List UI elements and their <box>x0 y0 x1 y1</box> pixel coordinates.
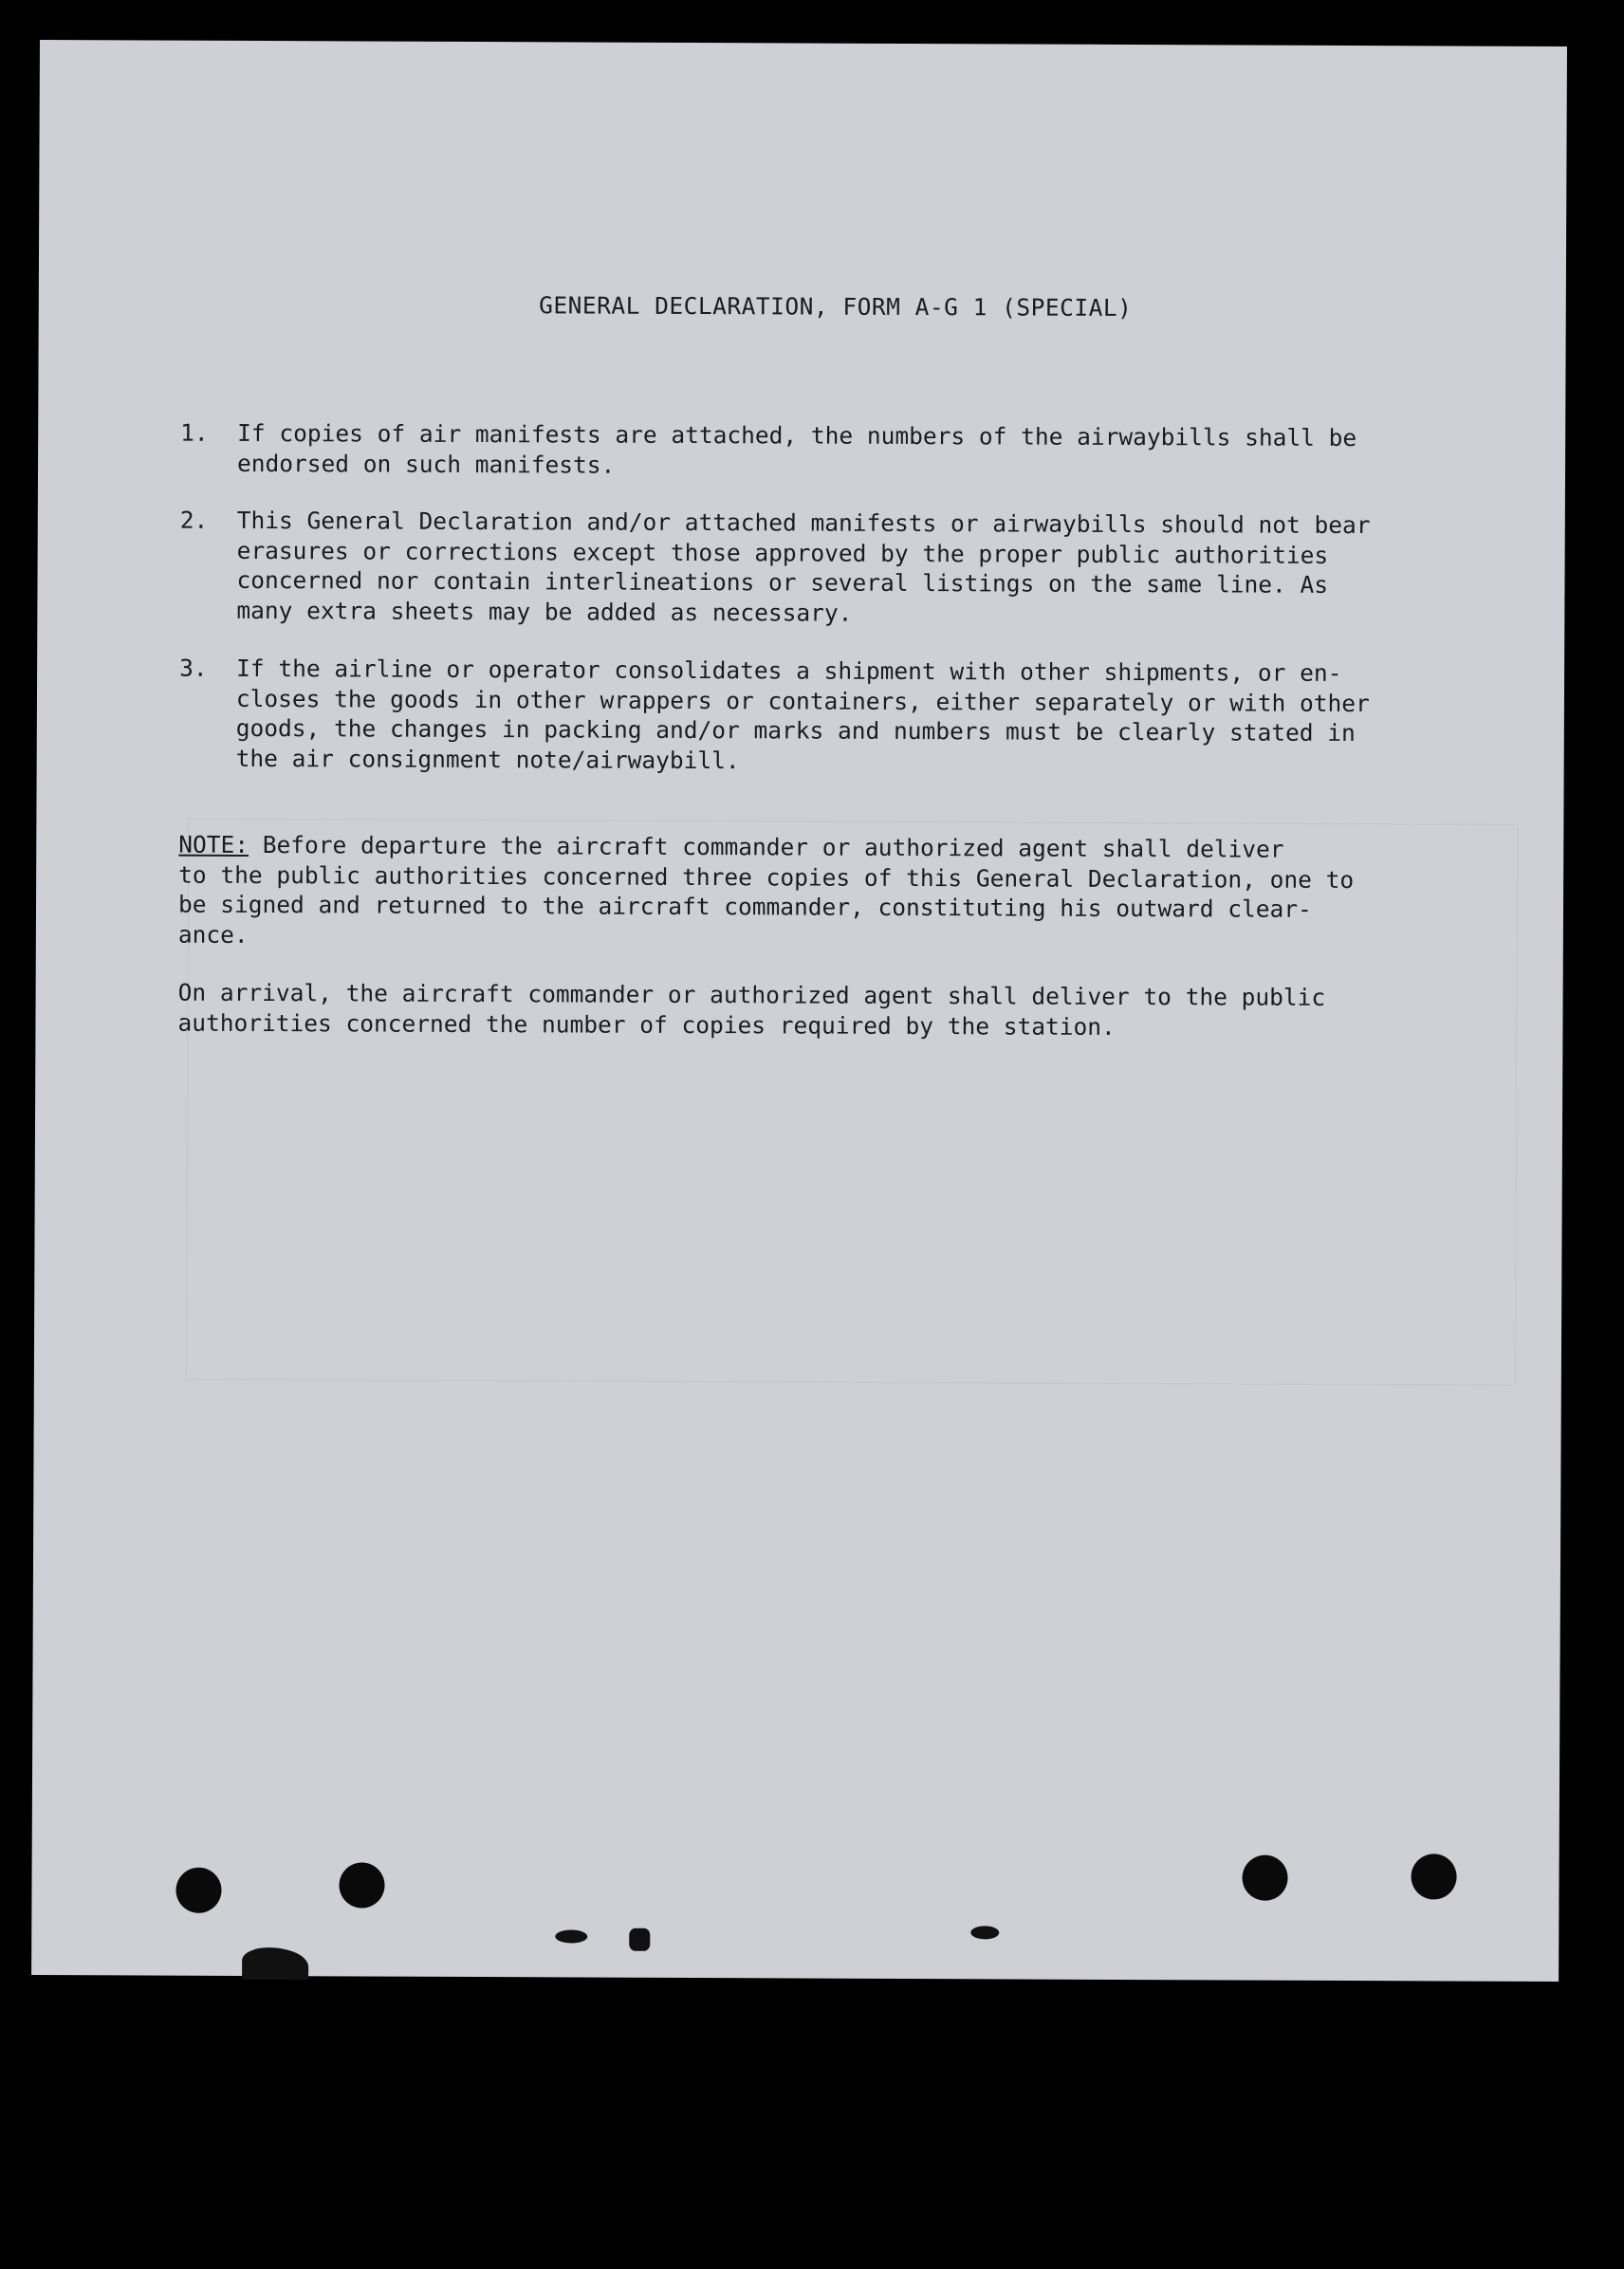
punch-hole <box>175 1868 221 1913</box>
arrival-paragraph: On arrival, the aircraft commander or authorized agent shall deliver to the public authorities concerned the number of copies required by the station. <box>177 978 1326 1041</box>
item-number: 2. <box>179 506 209 534</box>
document-page <box>31 40 1567 1982</box>
instruction-item-1 <box>180 418 1489 479</box>
item-number: 3. <box>179 654 208 682</box>
note-text: Before departure the aircraft commander or authorized agent shall deliver to the public authorities concerned three copies of this General Declaration, one to be signed and returned to the aircraft commander, constituting his outward clear- ance. <box>177 830 1355 949</box>
item-text: This General Declaration and/or attached manifests or airwaybills should not bear erasures or corrections except those approved by the proper public authorities concerned nor contain interlineations or several listings on the same line. As many extra sheets may be added as necessary. <box>236 506 1371 627</box>
document-title: GENERAL DECLARATION, FORM A-G 1 (SPECIAL) <box>539 291 1133 323</box>
punch-hole <box>1242 1855 1287 1901</box>
note-paragraph <box>178 830 1488 955</box>
punch-hole <box>1411 1854 1456 1899</box>
damage-mark <box>555 1929 587 1943</box>
damage-mark <box>970 1926 999 1939</box>
item-number: 1. <box>180 418 209 447</box>
item-text: If the airline or operator consolidates a shipment with other shipments, or en- closes the goods in other wrappers or containers, either separately or with other goods, the changes in packing and/or marks and numbers must be clearly stated in the air consignment note/airwaybill. <box>235 654 1370 774</box>
document-body <box>177 41 1491 1041</box>
note-label: NOTE: <box>178 830 249 858</box>
torn-edge-mark <box>242 1947 308 1980</box>
instruction-item-3 <box>179 654 1488 774</box>
damage-mark <box>629 1928 650 1951</box>
item-text: If copies of air manifests are attached, the numbers of the airwaybills shall be endorsed on such manifests. <box>236 418 1357 479</box>
instruction-item-2 <box>179 506 1489 627</box>
punch-hole <box>339 1862 384 1908</box>
